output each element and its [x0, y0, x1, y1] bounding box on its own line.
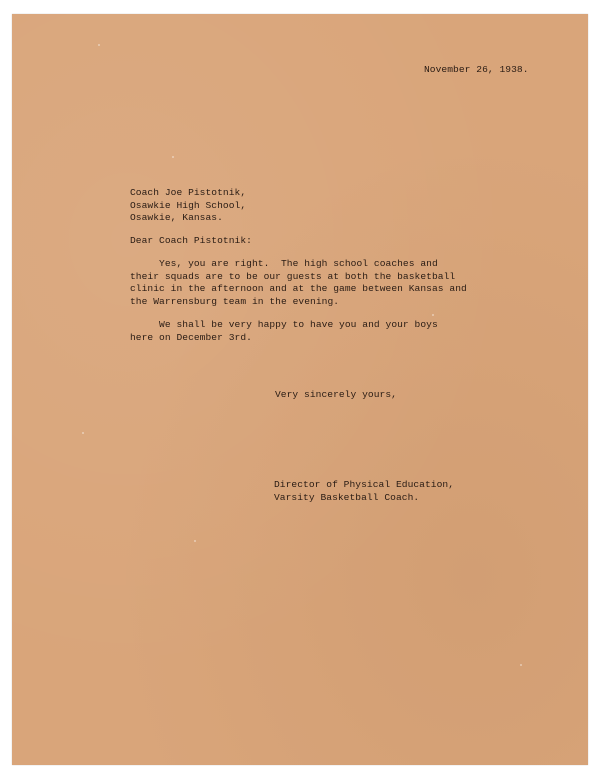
recipient-address	[130, 187, 246, 225]
paper-speck	[194, 540, 196, 542]
signature-line: Director of Physical Education,	[274, 479, 455, 490]
paragraph-line: Yes, you are right. The high school coaches and	[130, 258, 438, 269]
address-line: Coach Joe Pistotnik,	[130, 187, 247, 198]
paper-speck	[82, 432, 84, 434]
paragraph-line: the Warrensburg team in the evening.	[130, 295, 340, 307]
paper-speck	[432, 314, 434, 316]
paragraph-line: here on December 3rd.	[130, 331, 252, 343]
address-line: Osawkie, Kansas.	[130, 212, 223, 224]
body-paragraph-1	[130, 258, 467, 308]
body-paragraph-2	[130, 319, 438, 344]
paper-speck	[98, 44, 100, 46]
paper-speck	[520, 664, 522, 666]
paragraph-line: clinic in the afternoon and at the game between Kansas and	[130, 283, 467, 295]
signature-block	[274, 479, 454, 504]
letter-date: November 26, 1938.	[424, 64, 529, 75]
address-line: Osawkie High School,	[130, 199, 247, 211]
paper-speck	[172, 156, 174, 158]
salutation: Dear Coach Pistotnik:	[130, 235, 252, 246]
paragraph-line: We shall be very happy to have you and your boys	[130, 319, 438, 330]
complimentary-closing: Very sincerely yours,	[275, 389, 397, 400]
paragraph-line: their squads are to be our guests at both the basketball	[130, 270, 456, 282]
signature-line: Varsity Basketball Coach.	[274, 491, 420, 503]
